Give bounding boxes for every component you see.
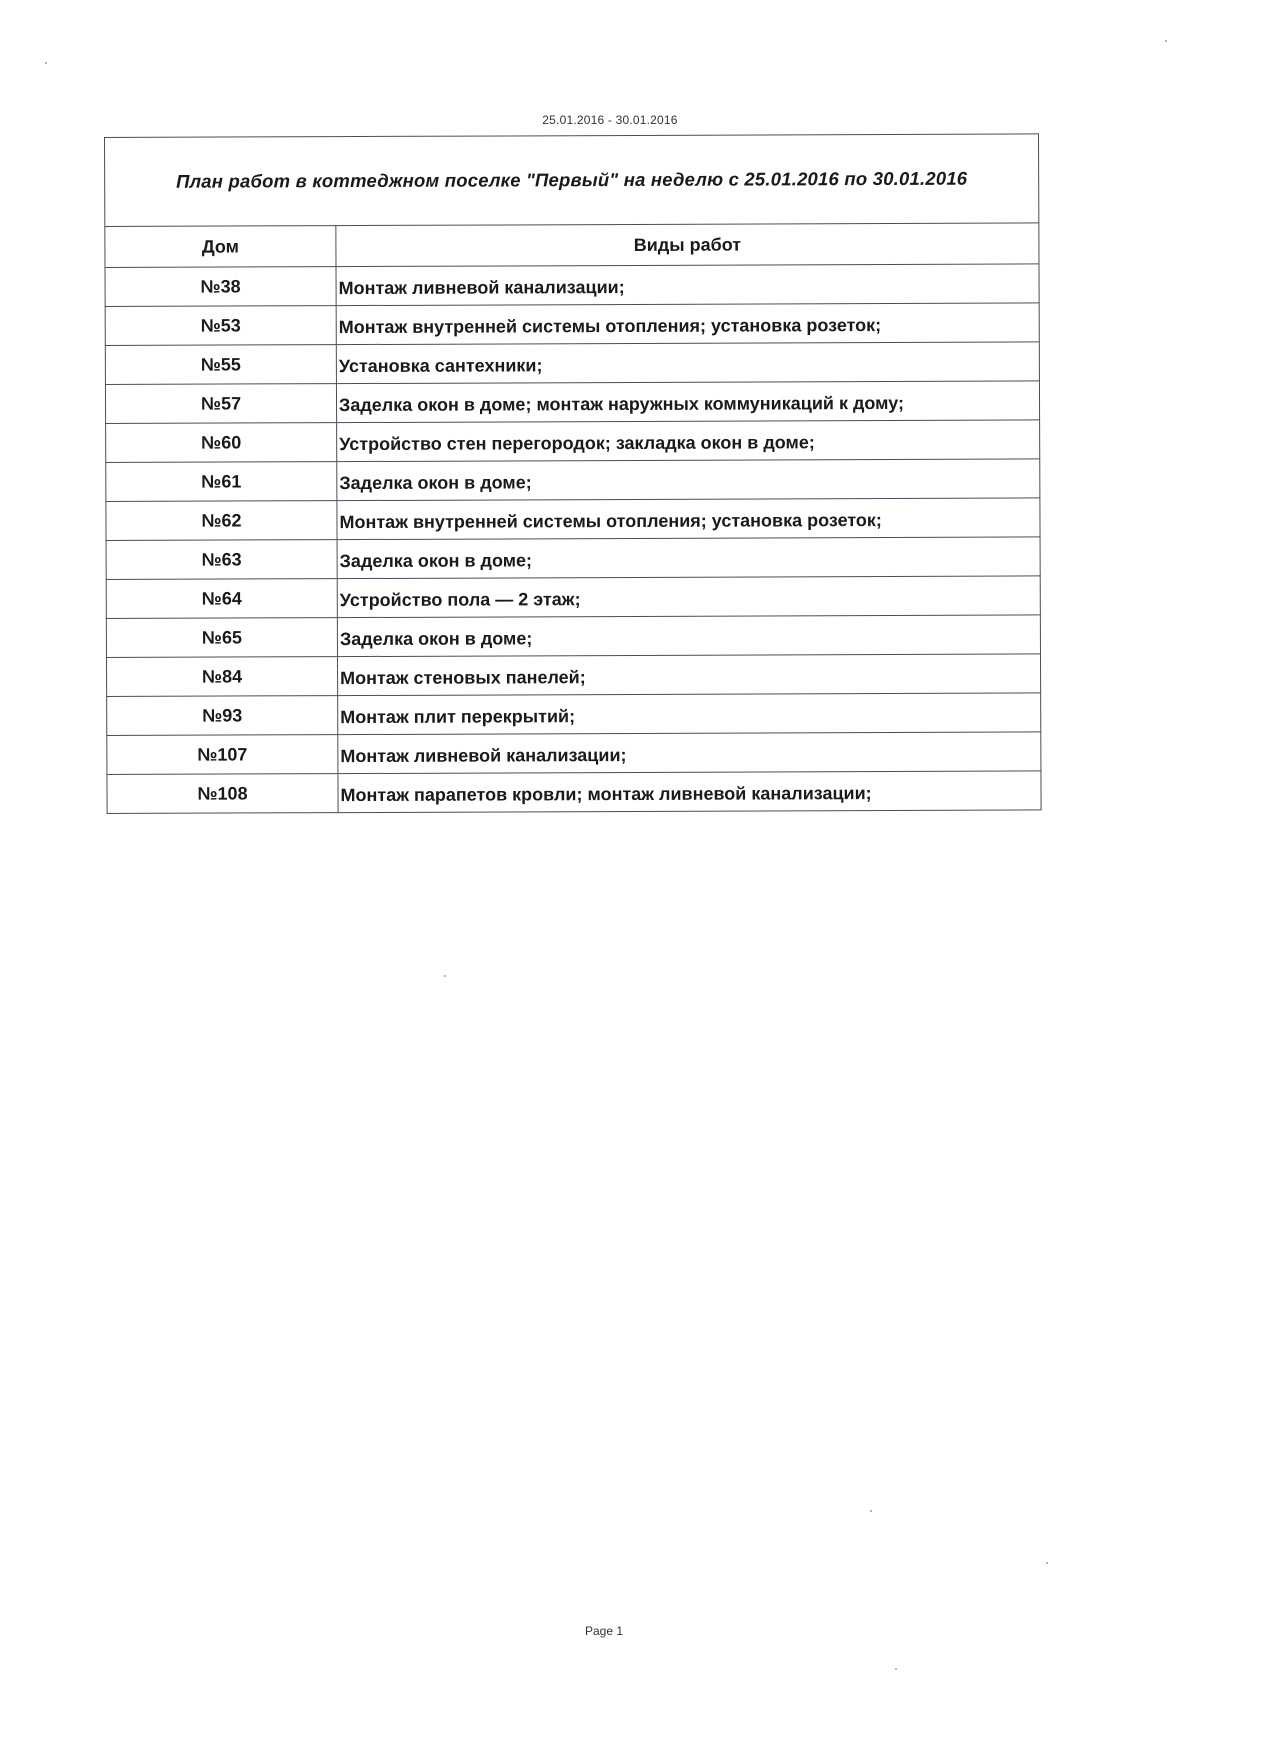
house-number-cell: №108	[107, 774, 338, 814]
table-row	[107, 732, 1041, 775]
work-description-cell: Устройство стен перегородок; закладка окон в доме;	[337, 420, 1040, 462]
work-description-cell: Монтаж внутренней системы отопления; установка розеток;	[336, 303, 1039, 345]
page-number: Page 1	[584, 1624, 624, 1638]
table-row	[106, 420, 1040, 463]
work-description-cell: Устройство пола — 2 этаж;	[337, 576, 1040, 618]
table-row	[105, 381, 1039, 424]
table-row	[106, 576, 1040, 619]
table-title: План работ в коттеджном поселке "Первый" на неделю с 25.01.2016 по 30.01.2016	[105, 134, 1039, 227]
scan-speck	[1046, 1562, 1048, 1564]
work-description-cell: Заделка окон в доме; монтаж наружных коммуникаций к дому;	[336, 381, 1039, 423]
house-number-cell: №93	[107, 696, 338, 736]
table-row	[106, 654, 1040, 697]
house-number-cell: №60	[106, 423, 337, 463]
work-description-cell: Монтаж внутренней системы отопления; установка розеток;	[337, 498, 1040, 540]
scan-speck	[45, 62, 47, 64]
table-row	[105, 303, 1039, 346]
work-description-cell: Монтаж плит перекрытий;	[338, 693, 1041, 735]
work-description-cell: Монтаж стеновых панелей;	[337, 654, 1040, 696]
house-number-cell: №63	[106, 540, 337, 580]
table-row	[106, 615, 1040, 658]
house-number-cell: №38	[105, 267, 336, 307]
table-row	[105, 264, 1039, 307]
house-number-cell: №55	[105, 345, 336, 385]
table-row	[106, 537, 1040, 580]
scan-speck	[1165, 40, 1167, 42]
house-number-cell: №64	[106, 579, 337, 619]
work-description-cell: Установка сантехники;	[336, 342, 1039, 384]
work-description-cell: Монтаж парапетов кровли; монтаж ливневой канализации;	[338, 771, 1041, 813]
work-description-cell: Монтаж ливневой канализации;	[338, 732, 1041, 774]
column-header-work: Виды работ	[336, 223, 1039, 267]
table-body	[105, 264, 1041, 814]
house-number-cell: №53	[105, 306, 336, 346]
table-row	[107, 771, 1041, 814]
table-row	[106, 498, 1040, 541]
work-description-cell: Заделка окон в доме;	[337, 537, 1040, 579]
scan-speck	[870, 1510, 872, 1512]
house-number-cell: №57	[105, 384, 336, 424]
work-description-cell: Монтаж ливневой канализации;	[336, 264, 1039, 306]
table-row	[106, 459, 1040, 502]
house-number-cell: №84	[106, 657, 337, 697]
table-row	[107, 693, 1041, 736]
work-schedule-table	[104, 133, 1042, 814]
house-number-cell: №107	[107, 735, 338, 775]
work-description-cell: Заделка окон в доме;	[337, 615, 1040, 657]
column-header-house: Дом	[105, 226, 336, 268]
page-header-date-range: 25.01.2016 - 30.01.2016	[542, 113, 678, 127]
house-number-cell: №61	[106, 462, 337, 502]
scan-speck	[444, 975, 446, 977]
house-number-cell: №62	[106, 501, 337, 541]
scan-speck	[895, 1668, 897, 1670]
house-number-cell: №65	[106, 618, 337, 658]
work-description-cell: Заделка окон в доме;	[337, 459, 1040, 501]
table-header-row	[105, 223, 1039, 268]
table-row	[105, 342, 1039, 385]
